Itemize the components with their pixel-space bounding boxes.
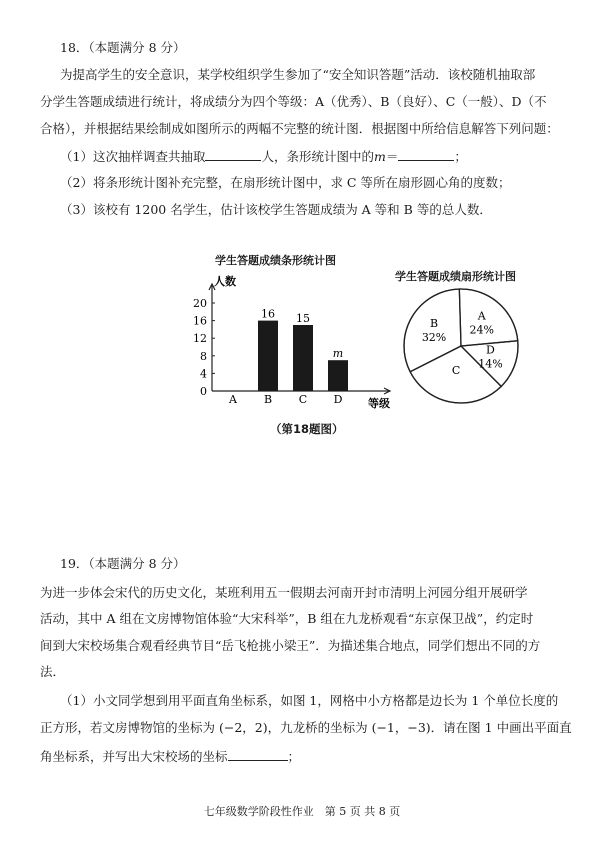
q18-para-line-2: 分学生答题成绩进行统计，将成绩分为四个等级：A（优秀）、B（良好）、C（一般）、D（不 <box>40 94 547 109</box>
q18-subquestion-2: （2）将条形统计图补充完整，在扇形统计图中，求 C 等所在扇形圆心角的度数； <box>60 175 511 190</box>
q19-sub1-end: ； <box>287 749 301 764</box>
pie-label-D: D <box>486 343 495 357</box>
y-tick-label: 20 <box>193 297 207 310</box>
q19-para-line-3: 间到大宋校场集合观看经典节目“岳飞枪挑小梁王”．为描述集合地点，同学们想出不同的方 <box>40 638 541 653</box>
q18-para-line-3: 合格），并根据结果绘制成如图所示的两幅不完整的统计图．根据图中所给信息解答下列问题： <box>40 121 559 136</box>
pie-percent-D: 14% <box>478 357 503 371</box>
x-tick-label-D: D <box>333 393 343 406</box>
q18-sub1-end: ； <box>454 149 467 164</box>
bar-D <box>328 360 348 391</box>
q18-number: 18．（本题满分 8 分） <box>60 40 186 55</box>
pie-percent-B: 32% <box>421 330 447 344</box>
bar-chart-title: 学生答题成绩条形统计图 <box>215 254 336 267</box>
y-tick-label: 0 <box>200 385 207 398</box>
data-label-B: 16 <box>261 307 275 321</box>
y-tick-label: 4 <box>200 367 207 381</box>
q19-para-line-2: 活动，其中 A 组在文房博物馆体验“大宋科举”，B 组在九龙桥观看“东京保卫战”，约定时 <box>40 611 534 626</box>
x-tick-label-B: B <box>263 393 273 406</box>
bar-C <box>293 325 313 391</box>
page-footer: 七年级数学阶段性作业 第 5 页 共 8 页 <box>203 805 401 818</box>
data-label-D: m <box>332 347 344 361</box>
q19-sub1-text: 角坐标系，并写出大宋校场的坐标 <box>40 749 228 764</box>
pie-percent-A: 24% <box>469 323 495 337</box>
data-label-C: 15 <box>296 312 310 325</box>
pie-chart <box>397 282 527 412</box>
figure-caption: （第18题图） <box>270 422 344 436</box>
q19-sub1-line-1: （1）小文同学想到用平面直角坐标系，如图 1，网格中小方格都是边长为 1 个单位长度的 <box>60 693 559 708</box>
pie-chart-title: 学生答题成绩扇形统计图 <box>395 270 516 283</box>
q19-para-line-1: 为进一步体会宋代的历史文化，某班利用五一假期去河南开封市清明上河园分组开展研学 <box>40 585 528 600</box>
q19-number: 19．（本题满分 8 分） <box>60 556 186 571</box>
pie-label-B: B <box>430 316 439 330</box>
q18-sub1-m: m <box>373 149 386 164</box>
q19-sub1-line-3 <box>40 748 300 765</box>
q18-sub1-text-a: （1）这次抽样调查共抽取 <box>60 149 206 164</box>
pie-label-C: C <box>451 363 461 377</box>
x-tick-label-C: C <box>298 393 308 406</box>
q18-para-line-1: 为提高学生的安全意识，某学校组织学生参加了“安全知识答题”活动．该校随机抽取部 <box>60 67 536 82</box>
q19-sub1-line-2: 正方形，若文房博物馆的坐标为 (−2，2)，九龙桥的坐标为 (−1，−3)．请在图 1 中画出平面直 <box>40 720 572 735</box>
y-tick-label: 8 <box>200 349 207 363</box>
y-tick-label: 16 <box>193 314 207 328</box>
bar-B <box>258 321 278 391</box>
q18-subquestion-3: （3）该校有 1200 名学生，估计该校学生答题成绩为 A 等和 B 等的总人数． <box>60 202 492 217</box>
bar-chart <box>180 266 420 436</box>
q18-sub1-eq: ＝ <box>385 149 399 164</box>
answer-blank-coordinate[interactable] <box>228 748 288 761</box>
y-axis-title: 人数 <box>214 275 236 288</box>
pie-label-A: A <box>477 309 486 323</box>
answer-blank-m[interactable] <box>398 148 454 161</box>
y-tick-label: 12 <box>193 332 207 346</box>
x-axis-title: 等级 <box>368 397 390 410</box>
q19-para-line-4: 法． <box>40 664 66 679</box>
x-tick-label-A: A <box>229 393 237 406</box>
q18-subquestion-1 <box>60 148 467 165</box>
answer-blank-count[interactable] <box>205 148 261 161</box>
q18-sub1-text-b: 人，条形统计图中的 <box>261 149 374 164</box>
